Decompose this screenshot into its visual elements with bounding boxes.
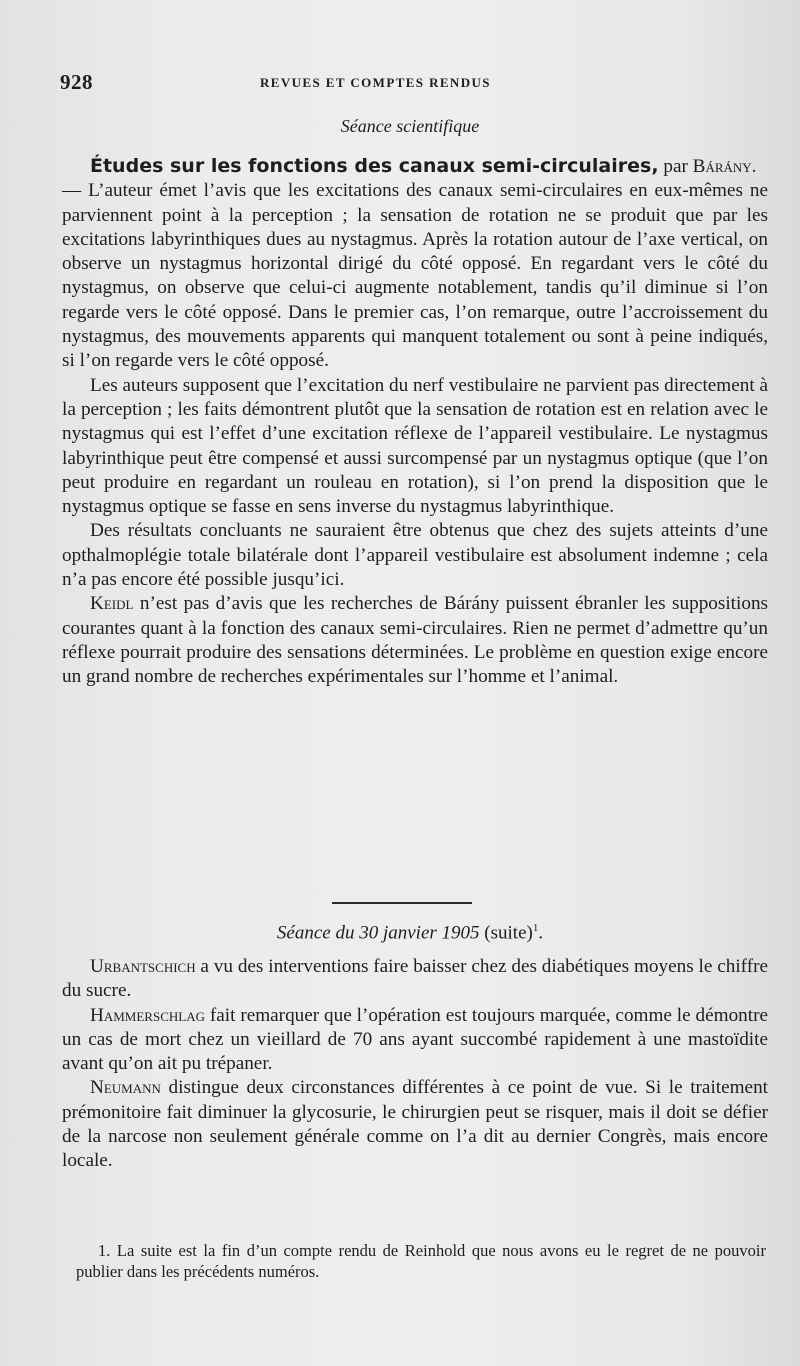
article-heading-paragraph — [62, 154, 768, 179]
meeting-suffix: (suite) — [484, 922, 533, 944]
paragraph-3: Des résultats concluants ne sauraient être obtenus que chez des sujets atteints d’une opthalmoplégie totale bilatérale dont l’appareil vestibulaire est absolument indemne ; cela n’a pas encore été possible jusqu’ici. — [62, 520, 768, 591]
article-author: Bárány — [692, 156, 752, 177]
footnote-text: 1. La suite est la fin d’un compte rendu de Reinhold que nous avons eu le regret de ne pouvoir publier dans les précédents numéros. — [76, 1241, 766, 1281]
article-title: Études sur les fonctions des canaux semi-circulaires, — [90, 155, 659, 177]
speaker-name: Urbantschich — [90, 956, 196, 977]
speaker-name: Hammerschlag — [90, 1004, 205, 1026]
meeting-paragraph — [62, 955, 768, 1004]
section-title: Séance scientifique — [340, 116, 480, 136]
page-number: 928 — [60, 70, 93, 94]
meeting-title — [0, 922, 800, 944]
meeting-paragraph — [62, 1004, 768, 1077]
meeting-prefix: Séance du — [276, 922, 355, 944]
footnote — [76, 1240, 766, 1282]
journal-title: REVUES ET COMPTES RENDUS — [260, 75, 491, 90]
meeting-paragraph-text: distingue deux circonstances différentes à ce point de vue. Si le traitement prémonitoire fait diminuer la glycosurie, le chirurgien peut se risquer, mais il doit se défier de la narcose non seulement générale comme on l’a dit au dernier Congrès, mais encore locale. — [62, 1077, 768, 1172]
speaker-name: Keidl — [90, 593, 134, 615]
running-header — [60, 70, 760, 98]
article-body — [62, 154, 768, 690]
paragraph-4-text: n’est pas d’avis que les recherches de Bárány puissent ébranler les suppositions courantes quant à la fonction des canaux semi-circulaires. Rien ne permet d’admettre qu’un réflexe pourrait produire des sensations déterminées. Le problème en question exige encore un grand nombre de recherches expérimentales sur l’homme et l’animal. — [62, 593, 768, 688]
section-divider — [332, 902, 472, 904]
speaker-name: Neumann — [90, 1077, 161, 1099]
paragraph-2: Les auteurs supposent que l’excitation du nerf vestibulaire ne parvient pas directement à la perception ; les faits démontrent plutôt que la sensation de rotation est en relation avec le nystagmus qui est l’effet d’une excitation réflexe de l’appareil vestibulaire. Le nystagmus labyrinthique peut être compensé et aussi surcompensé par un nystagmus optique (que l’on peut produire en regardant un rouleau en rotation), si l’on prend la disposition que le nystagmus optique se fasse en sens inverse du nystagmus labyrinthique. — [62, 374, 768, 518]
paragraph-1: — L’auteur émet l’avis que les excitations des canaux semi-circulaires en eux-mêmes ne parviennent point à la perception ; la sensation de rotation ne se produit que par les excitations labyrinthiques dues au nystagmus. Après la rotation autour de l’axe vertical, on observe un nystagmus horizontal dirigé du côté opposé. En regardant vers le côté du nystagmus, on observe que celui-ci augmente notablement, tandis qu’il diminue si l’on regarde vers le côté opposé. Dans le premier cas, l’on remarque, outre l’accroissement du nystagmus, des mouvements apparents qui manquent totalement ou sont à peine indiqués, si l’on regarde vers le côté opposé. — [62, 180, 768, 372]
meeting-date: 30 janvier 1905 — [359, 922, 480, 944]
paragraph-4 — [62, 592, 768, 689]
article-by: par — [663, 156, 688, 177]
meeting-paragraph — [62, 1076, 768, 1173]
meeting-body — [62, 955, 768, 1174]
article-author-end: . — [751, 156, 757, 177]
meeting-paragraph-text: fait remarquer que l’opération est toujours marquée, comme le démontre un cas de mort chez un vieillard de 70 ans ayant succombé rapidement à une mastoïdite avant qu’on ait pu trépaner. — [62, 1004, 768, 1075]
footnote-marker: 1 — [532, 922, 539, 934]
meeting-paragraph-text: a vu des interventions faire baisser chez des diabétiques moyens le chiffre du sucre. — [62, 956, 768, 1002]
meeting-end: . — [538, 922, 544, 944]
